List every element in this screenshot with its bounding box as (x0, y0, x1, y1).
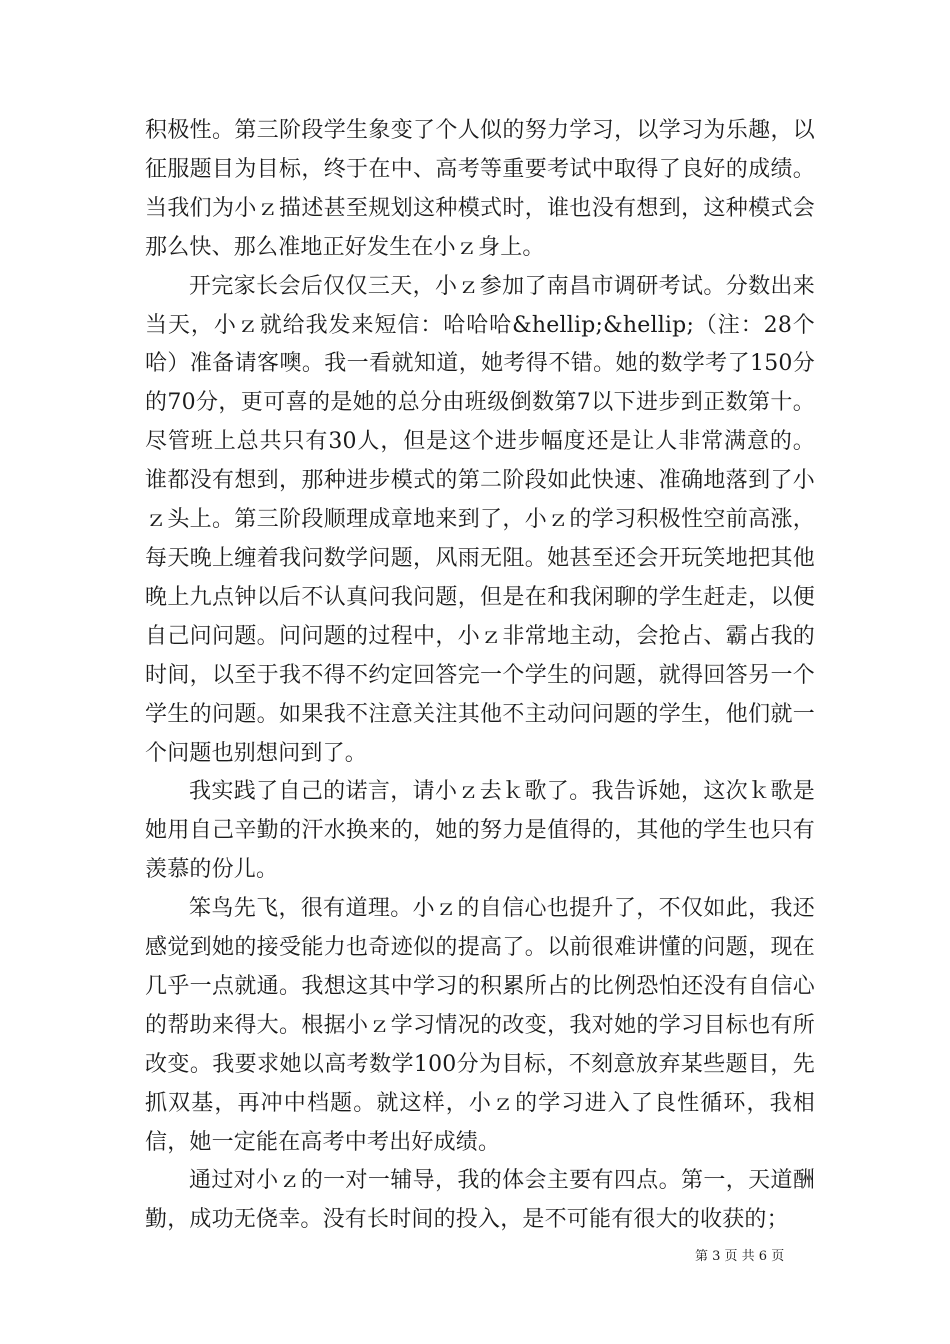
paragraph-5: 通过对小ｚ的一对一辅导，我的体会主要有四点。第一，天道酬勤，成功无侥幸。没有长时间的投入，是不可能有很大的收获的； (145, 1168, 815, 1233)
paragraph-3: 我实践了自己的诺言，请小ｚ去ｋ歌了。我告诉她，这次ｋ歌是她用自己辛勤的汗水换来的，她的努力是值得的，其他的学生也只有羡慕的份儿。 (145, 779, 815, 883)
paragraph-4: 笨鸟先飞，很有道理。小ｚ的自信心也提升了，不仅如此，我还感觉到她的接受能力也奇迹似的提高了。以前很难讲懂的问题，现在几乎一点就通。我想这其中学习的积累所占的比例恐怕还没有自信心的帮助来得大。根据小ｚ学习情况的改变，我对她的学习目标也有所改变。我要求她以高考数学100分为目标，不刻意放弃某些题目，先抓双基，再冲中档题。就这样，小ｚ的学习进入了良性循环，我相信，她一定能在高考中考出好成绩。 (145, 896, 815, 1155)
page-number-footer: 第 3 页 共 6 页 (695, 1249, 785, 1264)
paragraph-2: 开完家长会后仅仅三天，小ｚ参加了南昌市调研考试。分数出来当天，小ｚ就给我发来短信：哈哈哈&hellip;&hellip;（注：28个哈）准备请客噢。我一看就知道，她考得不错。她的数学考了150分的70分，更可喜的是她的总分由班级倒数第7以下进步到正数第十。尽管班上总共只有30人，但是这个进步幅度还是让人非常满意的。谁都没有想到，那种进步模式的第二阶段如此快速、准确地落到了小ｚ头上。第三阶段顺理成章地来到了，小ｚ的学习积极性空前高涨，每天晚上缠着我问数学问题，风雨无阻。她甚至还会开玩笑地把其他晚上九点钟以后不认真问我问题，但是在和我闲聊的学生赶走，以便自己问问题。问问题的过程中，小ｚ非常地主动，会抢占、霸占我的时间，以至于我不得不约定回答完一个学生的问题，就得回答另一个学生的问题。如果我不注意关注其他不主动问问题的学生，他们就一个问题也别想问到了。 (145, 273, 815, 766)
document-body (145, 112, 815, 1240)
paragraph-1: 积极性。第三阶段学生象变了个人似的努力学习，以学习为乐趣，以征服题目为目标，终于在中、高考等重要考试中取得了良好的成绩。当我们为小ｚ描述甚至规划这种模式时，谁也没有想到，这种模式会那么快、那么准地正好发生在小ｚ身上。 (145, 118, 815, 260)
